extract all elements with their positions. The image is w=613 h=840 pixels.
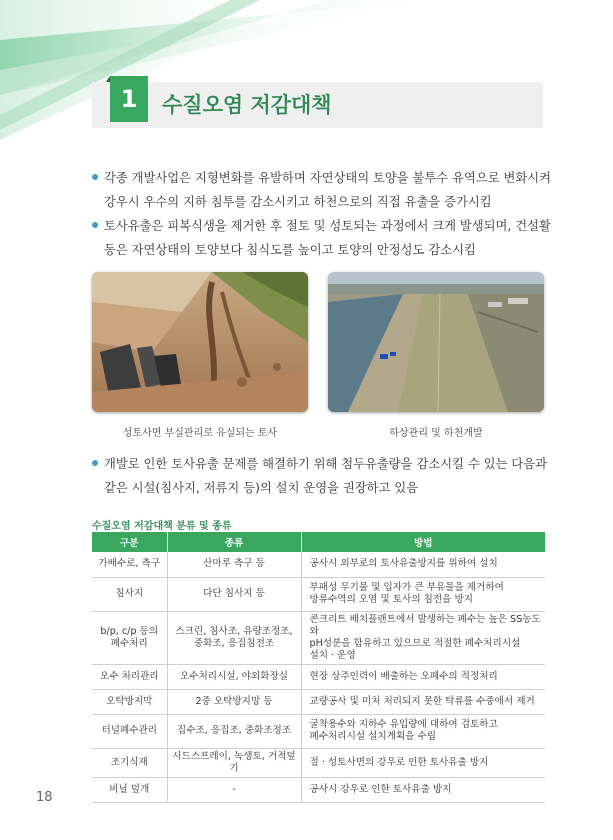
bullet-text: 각종 개발사업은 지형변화를 유발하며 자연상태의 토양을 불투수 유역으로 변화시켜 강우시 우수의 지하 침투를 감소시키고 하천으로의 직접 유출을 증가시킴	[104, 171, 552, 209]
table-row	[92, 664, 545, 689]
table-cell: 공사시 외부로의 토사유출방지를 위하여 설치	[301, 552, 545, 577]
table-cell: 콘크리트 배치플랜트에서 발생하는 폐수는 높은 SS농도와 pH성분을 함유하고 있으므로 적절한 폐수처리시설 설치 · 운영	[301, 611, 545, 664]
table-cell: 교량공사 및 미처 처리되지 못한 탁류를 수중에서 제거	[301, 689, 545, 714]
table-cell: 침사지	[92, 577, 167, 611]
page-number: 18	[36, 790, 53, 805]
table-cell: 다단 침사지 등	[167, 577, 301, 611]
photo-eroding-slope	[92, 272, 308, 412]
table-header-row	[92, 532, 545, 552]
table-row	[92, 689, 545, 714]
table-row	[92, 611, 545, 664]
bullet-item	[92, 452, 552, 500]
table-cell: 현장 상주인력이 배출하는 오폐수의 적정처리	[301, 664, 545, 689]
table-cell: 절 · 성토사면의 강우로 인한 토사유출 방지	[301, 748, 545, 777]
table-cell: 조기식재	[92, 748, 167, 777]
table-title: 수질오염 저감대책 분류 및 종류	[92, 521, 232, 532]
photo-river-development	[328, 272, 544, 412]
photo-caption: 성토사면 부실관리로 유실되는 토사	[122, 428, 278, 439]
facility-bullet	[92, 452, 552, 500]
bullet-dot-icon	[92, 222, 98, 228]
table-row	[92, 748, 545, 777]
table-cell: -	[167, 777, 301, 802]
table-cell: 시드스프레이, 녹생토, 거적덮기	[167, 748, 301, 777]
bullet-item	[92, 214, 552, 262]
table-cell: 비닐 덮개	[92, 777, 167, 802]
section-title: 수질오염 저감대책	[162, 93, 332, 117]
pollution-measures-table	[92, 532, 545, 803]
bullet-dot-icon	[92, 174, 98, 180]
bullet-dot-icon	[92, 460, 98, 466]
river-development-image	[328, 272, 544, 412]
bullet-item	[92, 166, 552, 214]
table-cell: 공사시 강우로 인한 토사유출 방지	[301, 777, 545, 802]
table-cell: b/p, c/p 등의 폐수처리	[92, 611, 167, 664]
table-row	[92, 714, 545, 748]
table-cell: 2중 오탁방지망 등	[167, 689, 301, 714]
table-cell: 굴착용수와 지하수 유입량에 대하여 검토하고 폐수처리시설 설치계획을 수립	[301, 714, 545, 748]
column-header: 방법	[301, 532, 545, 552]
table-row	[92, 777, 545, 802]
eroding-slope-image	[92, 272, 308, 412]
bullet-text: 개발로 인한 토사유출 문제를 해결하기 위해 첨두유출량을 감소시킬 수 있는 다음과 같은 시설(침사지, 저류지 등)의 설치 운영을 권장하고 있음	[104, 457, 547, 495]
table-cell: 오탁방지막	[92, 689, 167, 714]
column-header: 종류	[167, 532, 301, 552]
table-cell: 집수조, 응집조, 중화조정조	[167, 714, 301, 748]
table-cell: 부패성 무기물 및 입자가 큰 부유물을 제거하여 방류수역의 오염 및 토사의 침전을 방지	[301, 577, 545, 611]
table-cell: 터널폐수관리	[92, 714, 167, 748]
bullet-text: 토사유출은 피복식생을 제거한 후 절토 및 성토되는 과정에서 크게 발생되며, 건설활동은 자연상태의 토양보다 침식도를 높이고 토양의 안정성도 감소시킴	[104, 219, 551, 257]
table-row	[92, 552, 545, 577]
table-cell: 산마루 측구 등	[167, 552, 301, 577]
table-cell: 가배수로, 측구	[92, 552, 167, 577]
table-cell: 오수 처리관리	[92, 664, 167, 689]
table-cell: 스크린, 침사조, 유량조정조, 중화조, 응집침전조	[167, 611, 301, 664]
photo-caption: 하상관리 및 하천개발	[389, 428, 483, 439]
section-number: 1	[110, 76, 148, 122]
intro-bullets	[92, 166, 552, 262]
table-cell: 오수처리시설, 야외화장실	[167, 664, 301, 689]
column-header: 구분	[92, 532, 167, 552]
table-row	[92, 577, 545, 611]
